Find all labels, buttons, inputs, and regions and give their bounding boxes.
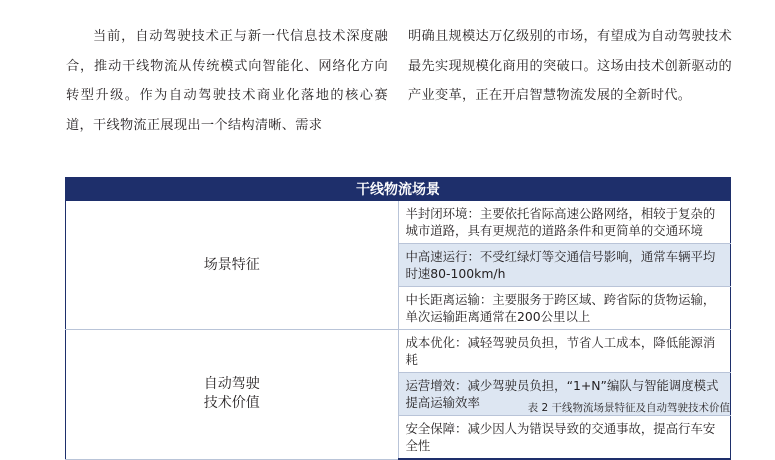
table-cell: 成本优化：减轻驾驶员负担，节省人工成本，降低能源消耗: [398, 330, 731, 373]
table-cell: 半封闭环境：主要依托省际高速公路网络，相较于复杂的城市道路，具有更规范的道路条件和更简单的交通环境: [398, 201, 731, 244]
category-scenario-features: 场景特征: [66, 201, 399, 330]
table-row: [66, 201, 731, 244]
table-cell: 中长距离运输：主要服务于跨区域、跨省际的货物运输，单次运输距离通常在200公里以上: [398, 287, 731, 330]
table-cell: 中高速运行：不受红绿灯等交通信号影响，通常车辆平均时速80-100km/h: [398, 244, 731, 287]
table-cell: 运营增效：减少驾驶员负担，“1+N”编队与智能调度模式提高运输效率: [398, 373, 731, 416]
table-row: [66, 330, 731, 373]
table-cell: 安全保障：减少因人为错误导致的交通事故，提高行车安全性: [398, 416, 731, 460]
table-caption: 表 2 干线物流场景特征及自动驾驶技术价值: [527, 402, 730, 414]
category-autonomous-value: 自动驾驶 技术价值: [66, 330, 399, 460]
body-paragraph-right: 明确且规模达万亿级别的市场，有望成为自动驾驶技术最先实现规模化商用的突破口。这场由技术创新驱动的产业变革，正在开启智慧物流发展的全新时代。: [408, 29, 732, 103]
table-title: 干线物流场景: [66, 178, 731, 201]
logistics-scenario-table: [65, 177, 731, 460]
body-paragraph-left: 当前，自动驾驶技术正与新一代信息技术深度融合，推动干线物流从传统模式向智能化、网络化方向转型升级。作为自动驾驶技术商业化落地的核心赛道，干线物流正展现出一个结构清晰、需求: [66, 29, 388, 133]
